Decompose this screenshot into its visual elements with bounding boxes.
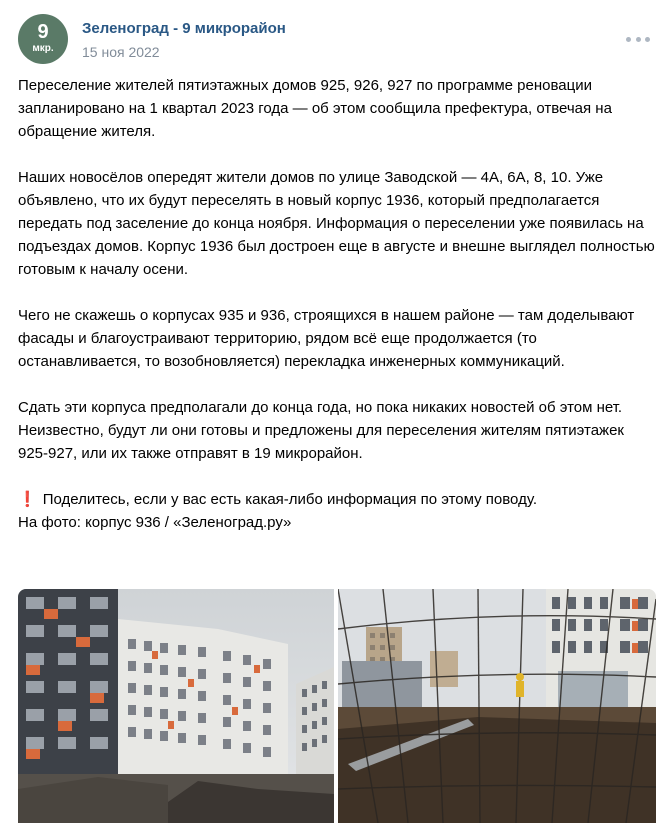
community-name-link[interactable]: Зеленоград - 9 микрорайон [82, 20, 286, 37]
community-avatar[interactable] [18, 14, 68, 64]
more-dots-icon[interactable] [626, 32, 650, 46]
author-block [82, 20, 286, 61]
paragraph-2: Наших новосёлов опередят жители домов по улице Заводской — 4А, 6А, 8, 10. Уже объявлено, что их будут переселять в новый корпус 1936, который предполагается передать под заселение до конца ноября. Информация о переселении уже появилась на подъездах домов. Корпус 1936 был достроен еще в августе и внешне выглядел полностью готовым к началу осени. [18, 169, 655, 278]
exclamation-icon: ❗ [18, 491, 37, 508]
photo-construction-site[interactable] [338, 589, 656, 823]
photo-building[interactable] [18, 589, 334, 823]
dot [626, 37, 631, 42]
photo-caption: На фото: корпус 936 / «Зеленоград.ру» [18, 514, 292, 531]
share-text: Поделитесь, если у вас есть какая-либо информация по этому поводу. [42, 491, 537, 508]
avatar-number: 9 [37, 21, 49, 43]
dot [636, 37, 641, 42]
building-photo-image [18, 589, 334, 823]
avatar-label: мкр. [32, 43, 54, 54]
photo-grid [18, 589, 656, 823]
paragraph-1: Переселение жителей пятиэтажных домов 925, 926, 927 по программе реновации запланировано на 1 квартал 2023 года — об этом сообщила префектура, отвечая на обращение жителя. [18, 77, 612, 140]
paragraph-3: Чего не скажешь о корпусах 935 и 936, строящихся в нашем районе — там доделывают фасады и благоустраивают территорию, рядом всё еще продолжается (то останавливается, то возобновляется) перекладка инженерных коммуникаций. [18, 307, 635, 370]
construction-photo-image [338, 589, 656, 823]
dot [645, 37, 650, 42]
paragraph-4: Сдать эти корпуса предполагали до конца года, но пока никаких новостей об этом нет. Неизвестно, будут ли они готовы и предложены для переселения жителям пятиэтажек 925-927, или их также отправят в 19 микрорайон. [18, 399, 624, 462]
post-header [18, 14, 286, 64]
share-line [18, 488, 658, 511]
post-date-link[interactable]: 15 ноя 2022 [82, 44, 160, 60]
post-text [18, 74, 658, 534]
